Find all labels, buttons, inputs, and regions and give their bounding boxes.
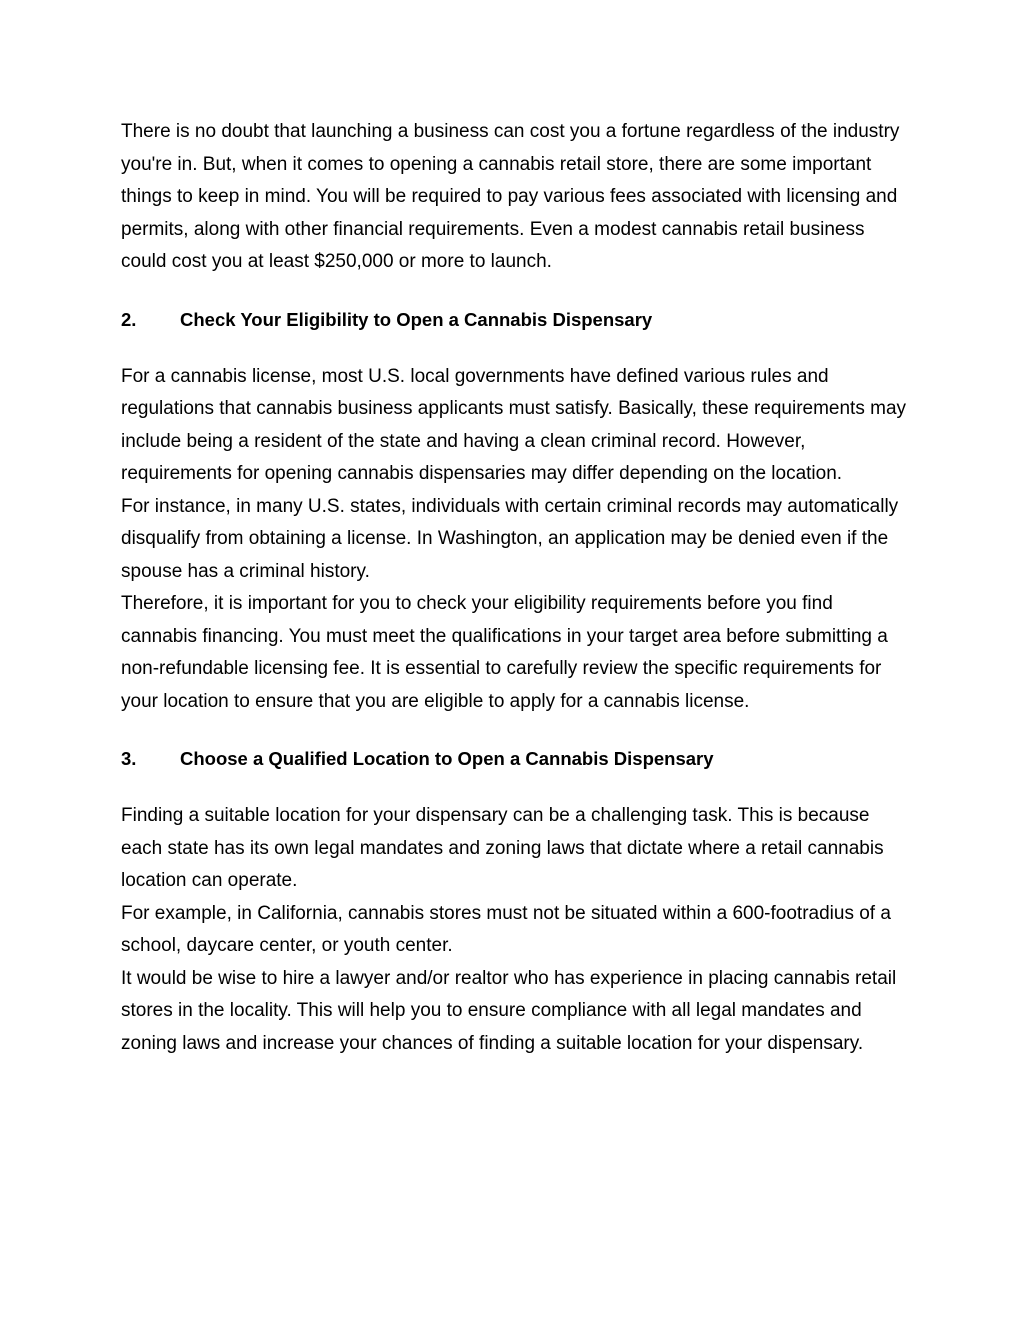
- section-3-number: 3.: [121, 748, 137, 769]
- section-3-heading: [121, 743, 911, 775]
- section-2-number: 2.: [121, 308, 137, 330]
- document-page: [121, 116, 911, 1085]
- intro-section: [121, 116, 911, 279]
- section-2-paragraph-3: Therefore, it is important for you to check your eligibility requirements before you find cannabis financing. You must meet the qualifications in your target area before submitting a non-refundable licensing fee. It is essential to carefully review the specific requirements for your location to ensure that you are eligible to apply for a cannabis license.: [121, 593, 888, 712]
- section-2-heading: [121, 304, 911, 336]
- section-2-paragraph-2: For instance, in many U.S. states, individuals with certain criminal records may automatically disqualify from obtaining a license. In Washington, an application may be denied even if the spouse has a criminal history.: [121, 495, 899, 582]
- intro-paragraph: There is no doubt that launching a business can cost you a fortune regardless of the industry you're in. But, when it comes to opening a cannabis retail store, there are some important things to keep in mind. You will be required to pay various fees associated with licensing and permits, along with other financial requirements. Even a modest cannabis retail business could cost you at least $250,000 or more to launch.: [121, 121, 900, 272]
- section-3-title: Choose a Qualified Location to Open a Cannabis Dispensary: [180, 748, 714, 769]
- section-3-paragraph-2: For example, in California, cannabis stores must not be situated within a 600-footradius of a school, daycare center, or youth center.: [121, 902, 891, 956]
- section-2-paragraph-1: For a cannabis license, most U.S. local governments have defined various rules and regulations that cannabis business applicants must satisfy. Basically, these requirements may include being a resident of the state and having a clean criminal record. However, requirements for opening cannabis dispensaries may differ depending on the location.: [121, 365, 907, 484]
- section-2-title: Check Your Eligibility to Open a Cannabis Dispensary: [180, 308, 653, 330]
- section-2-body: [121, 361, 911, 719]
- section-3-body: [121, 800, 911, 1060]
- section-3-paragraph-3: It would be wise to hire a lawyer and/or realtor who has experience in placing cannabis retail stores in the locality. This will help you to ensure compliance with all legal mandates and zoning laws and increase your chances of finding a suitable location for your dispensary.: [121, 967, 897, 1054]
- section-3-paragraph-1: Finding a suitable location for your dispensary can be a challenging task. This is because each state has its own legal mandates and zoning laws that dictate where a retail cannabis location can operate.: [121, 805, 884, 891]
